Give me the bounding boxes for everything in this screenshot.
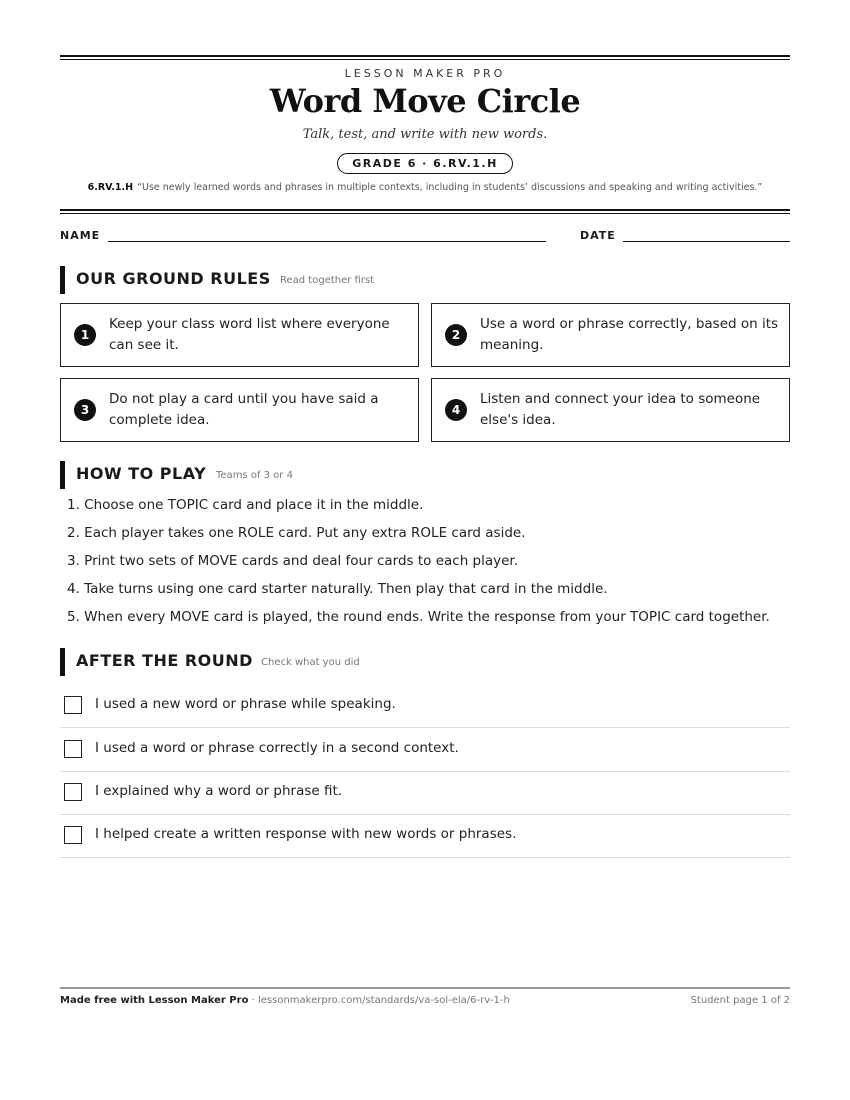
- footer-made-with: Made free with Lesson Maker Pro: [60, 995, 249, 1006]
- rule-number-badge: 3: [74, 399, 96, 421]
- footer-url: · lessonmakerpro.com/standards/va-sol-ela/6-rv-1-h: [251, 995, 510, 1006]
- section-note: Read together first: [280, 275, 375, 286]
- page-title: Word Move Circle: [269, 82, 581, 120]
- standard-code: 6.RV.1.H: [87, 182, 134, 193]
- standard-statement: [60, 182, 790, 193]
- brand-label: LESSON MAKER PRO: [344, 67, 506, 80]
- checkbox[interactable]: [64, 740, 82, 758]
- checklist-label: I explained why a word or phrase fit.: [95, 783, 343, 799]
- footer-divider: [60, 987, 790, 989]
- steps-list: [67, 494, 790, 634]
- checklist-label: I used a new word or phrase while speaking.: [95, 696, 396, 712]
- section-note: Teams of 3 or 4: [216, 470, 293, 481]
- checkbox[interactable]: [64, 696, 82, 714]
- section-marker: [60, 266, 65, 294]
- checklist-label: I used a word or phrase correctly in a second context.: [95, 740, 459, 756]
- rule-number-badge: 2: [445, 324, 467, 346]
- rule-text: Use a word or phrase correctly, based on its meaning.: [480, 316, 779, 353]
- rule-text: Do not play a card until you have said a complete idea.: [109, 391, 379, 428]
- list-item: 5. When every MOVE card is played, the round ends. Write the response from your TOPIC card together.: [67, 609, 770, 625]
- name-label: NAME: [60, 229, 101, 242]
- section-title: OUR GROUND RULES: [76, 269, 271, 288]
- list-item: 1. Choose one TOPIC card and place it in the middle.: [67, 497, 424, 513]
- header-bottom-double-rule: [60, 209, 790, 214]
- name-date-row: [60, 229, 790, 245]
- rule-text: Listen and connect your idea to someone else's idea.: [480, 391, 761, 428]
- section-marker: [60, 648, 65, 676]
- list-item: 2. Each player takes one ROLE card. Put any extra ROLE card aside.: [67, 525, 526, 541]
- checkbox[interactable]: [64, 826, 82, 844]
- ground-rule-card: [431, 378, 790, 442]
- list-item: 3. Print two sets of MOVE cards and deal four cards to each player.: [67, 553, 519, 569]
- rule-number-badge: 4: [445, 399, 467, 421]
- rule-text: Keep your class word list where everyone can see it.: [109, 316, 390, 353]
- page-subtitle: Talk, test, and write with new words.: [302, 127, 548, 142]
- top-double-rule: [60, 55, 790, 60]
- grade-badge: GRADE 6 · 6.RV.1.H: [337, 153, 513, 174]
- date-label: DATE: [580, 229, 616, 242]
- date-field[interactable]: [623, 241, 790, 242]
- checkbox[interactable]: [64, 783, 82, 801]
- checklist-item: [60, 728, 790, 772]
- ground-rule-card: [60, 303, 419, 367]
- page-number: Student page 1 of 2: [690, 995, 790, 1006]
- checklist-label: I helped create a written response with new words or phrases.: [95, 826, 517, 842]
- standard-text: “Use newly learned words and phrases in multiple contexts, including in students’ discussions and speaking and writing activities.”: [137, 182, 763, 193]
- checklist-item: [60, 684, 790, 728]
- grade-badge-wrap: [60, 152, 790, 174]
- section-title: HOW TO PLAY: [76, 464, 207, 483]
- worksheet-page: [60, 0, 790, 1100]
- ground-rule-card: [60, 378, 419, 442]
- list-item: 4. Take turns using one card starter naturally. Then play that card in the middle.: [67, 581, 608, 597]
- section-marker: [60, 461, 65, 489]
- name-field[interactable]: [108, 241, 546, 242]
- checklist-item: [60, 814, 790, 858]
- rule-number-badge: 1: [74, 324, 96, 346]
- footer-credit: [60, 995, 510, 1006]
- checklist-item: [60, 771, 790, 815]
- section-note: Check what you did: [261, 657, 360, 668]
- ground-rule-card: [431, 303, 790, 367]
- section-title: AFTER THE ROUND: [76, 651, 253, 670]
